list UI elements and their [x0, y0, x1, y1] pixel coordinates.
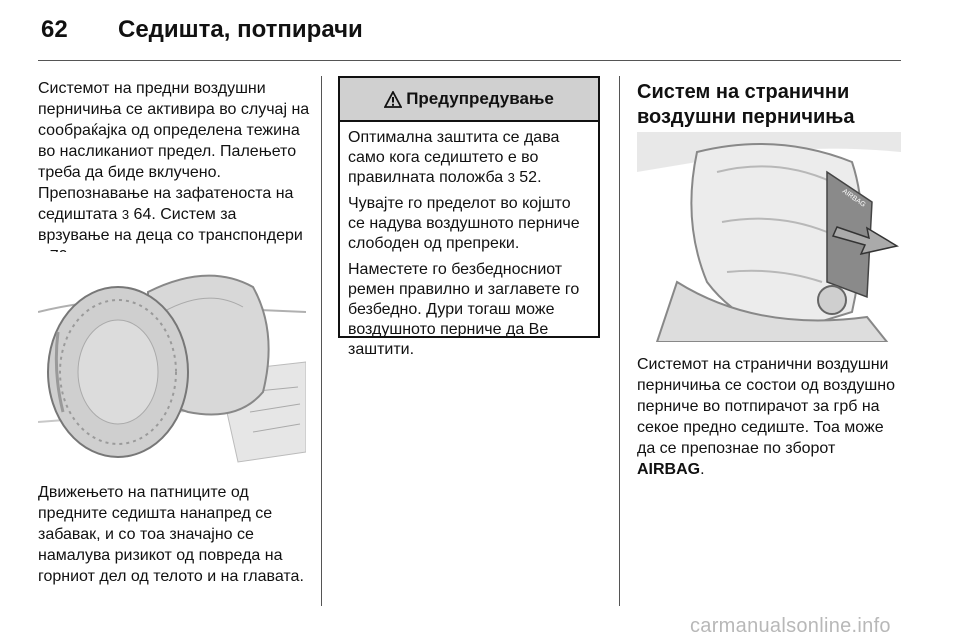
column-divider — [321, 76, 322, 606]
side-airbag-seat-illustration — [637, 132, 901, 342]
paragraph-text: Системот на странични воздушни перничиња се состои од воздушно перниче во потпирачот за грб на секое предно седиште. Тоа може да се препознае по зборот — [637, 356, 895, 457]
warning-body — [340, 122, 598, 360]
page-ref-icon: 3 — [507, 170, 515, 185]
warning-triangle-icon — [384, 91, 402, 108]
paragraph-side-airbags — [637, 354, 905, 480]
warning-header — [340, 78, 598, 122]
page-number: 62 — [41, 16, 68, 43]
paragraph-text: . — [700, 461, 705, 478]
paragraph-front-airbags: Системот на предни воздушни перничиња се активира во случај на сообраќајка од определена тежина во насликаниот предел. Палењето треба да биде вклучено. — [38, 80, 310, 181]
airbag-tag: AIRBAG — [840, 187, 867, 209]
column-divider — [619, 76, 620, 606]
warning-heading: Предупредување — [406, 89, 554, 108]
warning-paragraph: Наместете го безбедносниот ремен правилно и заглавете го безбедно. Дури тогаш може воздушното перниче да Ве заштити. — [348, 261, 580, 358]
warning-box — [338, 76, 600, 358]
warning-paragraph — [348, 128, 590, 188]
page-ref-number[interactable]: 64 — [133, 206, 152, 223]
paragraph-text: . — [537, 169, 542, 186]
paragraph-text: Оптимална заштита се дава само кога седиштето е во правилната положба — [348, 129, 560, 186]
warning-paragraph: Чувајте го пределот во којшто се надува воздушното перниче слободен од препреки. — [348, 195, 580, 252]
page-ref-number[interactable]: 52 — [519, 169, 538, 186]
page-ref-icon: 3 — [121, 207, 130, 222]
paragraph-text: . Систем за врзување на деца со транспондери — [38, 206, 303, 244]
section-title: Систем на странични воздушни перничиња — [637, 81, 855, 128]
header-rule — [38, 60, 901, 61]
airbag-label: AIRBAG — [637, 461, 701, 478]
paragraph-occupant-movement: Движењето на патниците од предните седишта нанапред се забавак, и со тоа значајно се намалува ризикот од повреда на горниот дел од телото и на главата. — [38, 484, 304, 585]
watermark: carmanualsonline.info — [690, 615, 891, 637]
paragraph-text: Препознавање на зафатеноста на седиштата — [38, 185, 294, 223]
front-airbag-illustration — [38, 252, 306, 470]
page-title: Седишта, потпирачи — [118, 16, 363, 43]
